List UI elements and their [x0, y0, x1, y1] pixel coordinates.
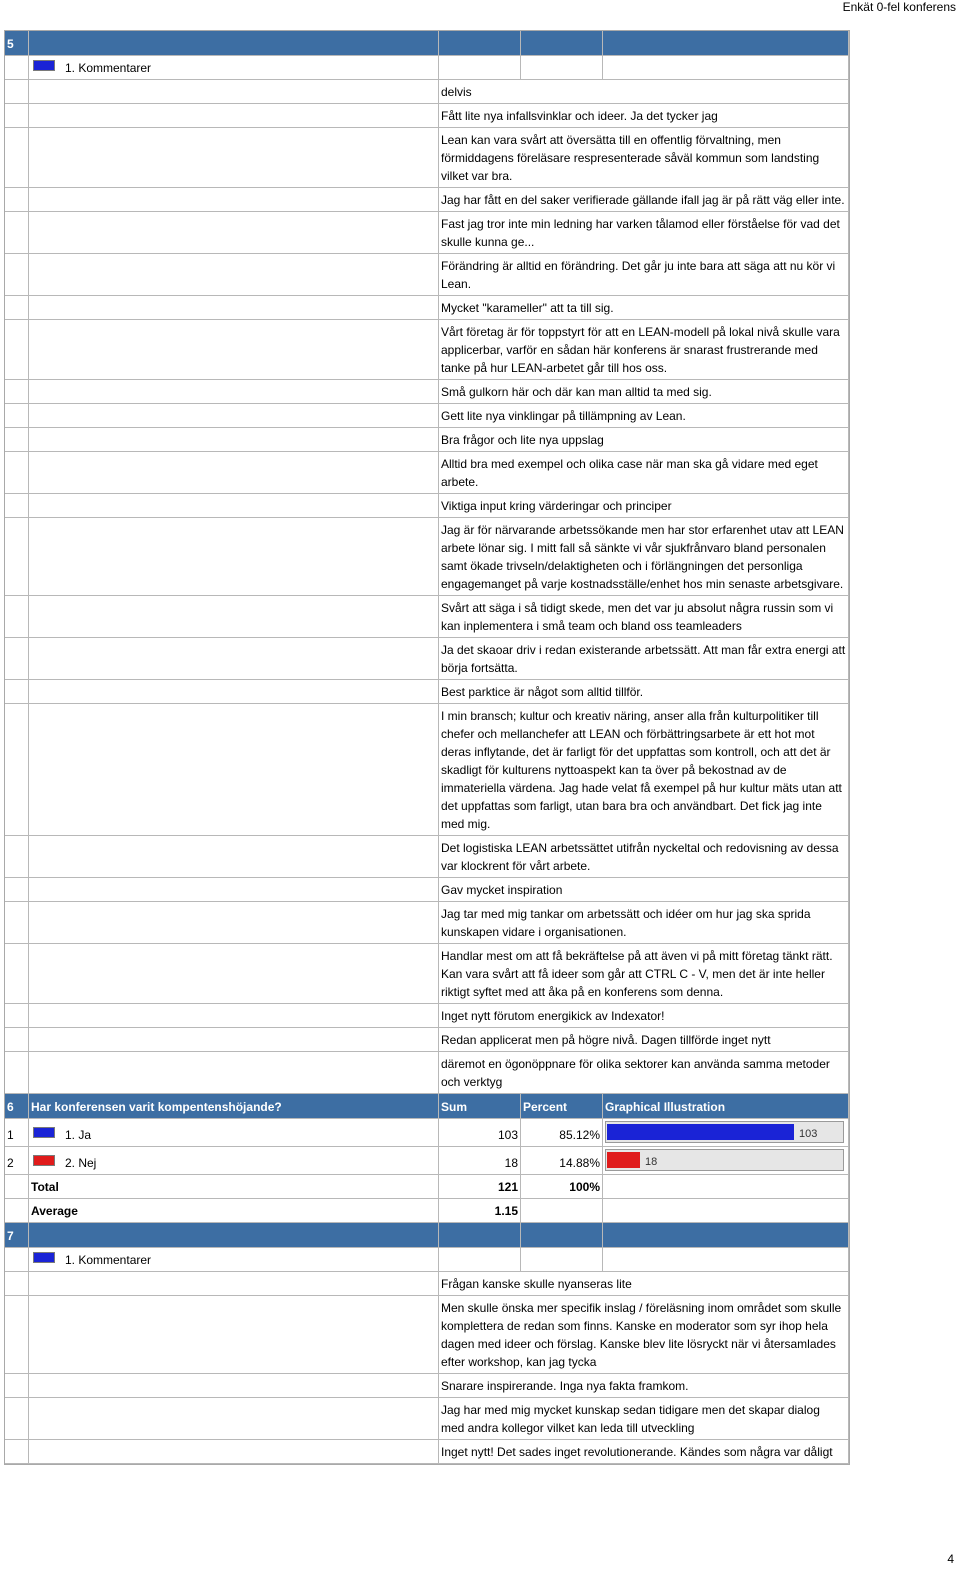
row-number: 1 [5, 1119, 29, 1147]
percent-column-header: Percent [521, 1094, 603, 1119]
comment-text: Vårt företag är för toppstyrt för att en LEAN-modell på lokal nivå skulle vara applicerbar, varför en sådan här konferens är snarast frustrerande med tanke på hur LEAN-arbetet går till hos oss. [439, 320, 849, 380]
comment-row [5, 878, 849, 902]
comment-text: Svårt att säga i så tidigt skede, men det var ju absolut några russin som vi kan inplementera i små team och bland oss teamleaders [439, 596, 849, 638]
comment-text: Lean kan vara svårt att översätta till en offentlig förvaltning, men förmiddagens föreläsare respresenterade såväl kommun som landsting vilket var bra. [439, 128, 849, 188]
comment-text: Mycket "karameller" att ta till sig. [439, 296, 849, 320]
comment-row [5, 104, 849, 128]
comment-text: Snarare inspirerande. Inga nya fakta framkom. [439, 1374, 849, 1398]
comment-row [5, 80, 849, 104]
average-value: 1.15 [439, 1199, 521, 1223]
comment-text: Fast jag tror inte min ledning har varken tålamod eller förståelse för vad det skulle kunna ge... [439, 212, 849, 254]
comment-row [5, 944, 849, 1004]
comment-text: Inget nytt förutom energikick av Indexator! [439, 1004, 849, 1028]
answer-bar [607, 1124, 794, 1140]
comment-row [5, 704, 849, 836]
answer-label: 2. Nej [65, 1156, 97, 1170]
option-label: 1. Kommentarer [65, 61, 152, 75]
comment-row [5, 1440, 849, 1464]
comment-row [5, 188, 849, 212]
comment-text: Gav mycket inspiration [439, 878, 849, 902]
answer-sum: 103 [439, 1119, 521, 1147]
comment-row [5, 254, 849, 296]
answer-bar [607, 1152, 640, 1168]
comment-text: I min bransch; kultur och kreativ näring, anser alla från kulturpolitiker till chefer och mellanchefer att LEAN och förbättringsarbete är ett hot mot deras inflytande, det är farligt för det uppfattas som kontroll, och att det är skadligt för kulturens nyttoaspekt kan ta över på bekostnad av de immateriella värdena. Jag hade velat få exempel på hur kultur mäts utan att det uppfattas som farligt, utan bara bra och användbart. Det fick jag inte med mig. [439, 704, 849, 836]
total-label: Total [29, 1175, 439, 1199]
comment-text: Jag tar med mig tankar om arbetssätt och idéer om hur jag ska sprida kunskapen vidare i organisationen. [439, 902, 849, 944]
comment-text: Gett lite nya vinklingar på tillämpning av Lean. [439, 404, 849, 428]
answer-row [5, 1119, 849, 1147]
comment-row [5, 296, 849, 320]
comment-row [5, 596, 849, 638]
comment-text: Ja det skaoar driv i redan existerande arbetssätt. Att man får extra energi att börja fortsätta. [439, 638, 849, 680]
blue-flag-icon [33, 1127, 55, 1138]
sum-column-header: Sum [439, 1094, 521, 1119]
comment-row [5, 1028, 849, 1052]
question-number: 7 [5, 1223, 29, 1248]
question-5-header [5, 31, 849, 56]
comment-text: Best parktice är något som alltid tillför. [439, 680, 849, 704]
comment-row [5, 320, 849, 380]
comment-text: delvis [439, 80, 849, 104]
document-header: Enkät 0-fel konferens [842, 0, 956, 14]
comment-row [5, 1272, 849, 1296]
comment-text: Bra frågor och lite nya uppslag [439, 428, 849, 452]
average-row [5, 1199, 849, 1223]
comment-row [5, 1398, 849, 1440]
answer-sum: 18 [439, 1147, 521, 1175]
question-6-header [5, 1094, 849, 1119]
comment-text: Inget nytt! Det sades inget revolutionerande. Kändes som några var dåligt [439, 1440, 849, 1464]
question-number: 6 [5, 1094, 29, 1119]
option-label: 1. Kommentarer [65, 1253, 152, 1267]
question-7-header [5, 1223, 849, 1248]
comment-text: Jag har fått en del saker verifierade gällande ifall jag är på rätt väg eller inte. [439, 188, 849, 212]
comment-row [5, 494, 849, 518]
red-flag-icon [33, 1155, 55, 1166]
comment-text: Frågan kanske skulle nyanseras lite [439, 1272, 849, 1296]
comment-text: däremot en ögonöppnare för olika sektorer kan använda samma metoder och verktyg [439, 1052, 849, 1094]
comment-text: Men skulle önska mer specifik inslag / föreläsning inom området som skulle komplettera de redan som finns. Kanske en moderator som syr ihop hela dagen med ideer och förslag. Kanske blev lite lösryckt när vi återsamlades efter workshop, kan jag tycka [439, 1296, 849, 1374]
comment-row [5, 404, 849, 428]
comment-row [5, 836, 849, 878]
comment-row [5, 680, 849, 704]
bar-value-label: 103 [799, 1128, 818, 1140]
blue-flag-icon [33, 1252, 55, 1263]
comment-row [5, 1296, 849, 1374]
comment-row [5, 212, 849, 254]
row-number: 2 [5, 1147, 29, 1175]
blue-flag-icon [33, 60, 55, 71]
page-number: 4 [947, 1552, 954, 1566]
comment-row [5, 638, 849, 680]
comment-row [5, 1052, 849, 1094]
comment-text: Det logistiska LEAN arbetssättet utifrån nyckeltal och redovisning av dessa var klockrent för vårt arbete. [439, 836, 849, 878]
question-title: Har konferensen varit kompentenshöjande? [29, 1094, 439, 1119]
answer-bar-track [605, 1149, 844, 1171]
comment-text: Fått lite nya infallsvinklar och ideer. Ja det tycker jag [439, 104, 849, 128]
comment-row [5, 1004, 849, 1028]
comment-text: Alltid bra med exempel och olika case när man ska gå vidare med eget arbete. [439, 452, 849, 494]
question-5-option-row [5, 56, 849, 80]
comment-row [5, 518, 849, 596]
comment-text: Små gulkorn här och där kan man alltid ta med sig. [439, 380, 849, 404]
bar-value-label: 18 [645, 1156, 658, 1168]
comment-text: Jag är för närvarande arbetssökande men har stor erfarenhet utav att LEAN arbete lönar sig. I mitt fall så sänkte vi vår sjukfrånvaro bland personalen samt ökade trivseln/delaktigheten och i förlängningen det personliga engagemanget på varje kostnadsställe/enhet hos min senaste arbetsgivare. [439, 518, 849, 596]
comment-row [5, 902, 849, 944]
comment-row [5, 452, 849, 494]
answer-label: 1. Ja [65, 1128, 92, 1142]
comment-text: Jag har med mig mycket kunskap sedan tidigare men det skapar dialog med andra kollegor vilket kan leda till utveckling [439, 1398, 849, 1440]
comment-text: Handlar mest om att få bekräftelse på att även vi på mitt företag tänkt rätt. Kan vara svårt att få ideer som går att CTRL C - V, men det är inte heller riktigt syftet med att åka på en konferens som denna. [439, 944, 849, 1004]
answer-bar-track [605, 1121, 844, 1143]
graph-column-header: Graphical Illustration [603, 1094, 849, 1119]
total-sum: 121 [439, 1175, 521, 1199]
comment-row [5, 380, 849, 404]
survey-table [4, 30, 850, 1465]
comment-row [5, 128, 849, 188]
comment-row [5, 428, 849, 452]
answer-percent: 14.88% [521, 1147, 603, 1175]
total-row [5, 1175, 849, 1199]
question-number: 5 [5, 31, 29, 56]
comment-text: Redan applicerat men på högre nivå. Dagen tillförde inget nytt [439, 1028, 849, 1052]
comment-row [5, 1374, 849, 1398]
total-percent: 100% [521, 1175, 603, 1199]
comment-text: Förändring är alltid en förändring. Det går ju inte bara att säga att nu kör vi Lean. [439, 254, 849, 296]
average-label: Average [29, 1199, 439, 1223]
answer-row [5, 1147, 849, 1175]
comment-text: Viktiga input kring värderingar och principer [439, 494, 849, 518]
question-7-option-row [5, 1248, 849, 1272]
answer-percent: 85.12% [521, 1119, 603, 1147]
